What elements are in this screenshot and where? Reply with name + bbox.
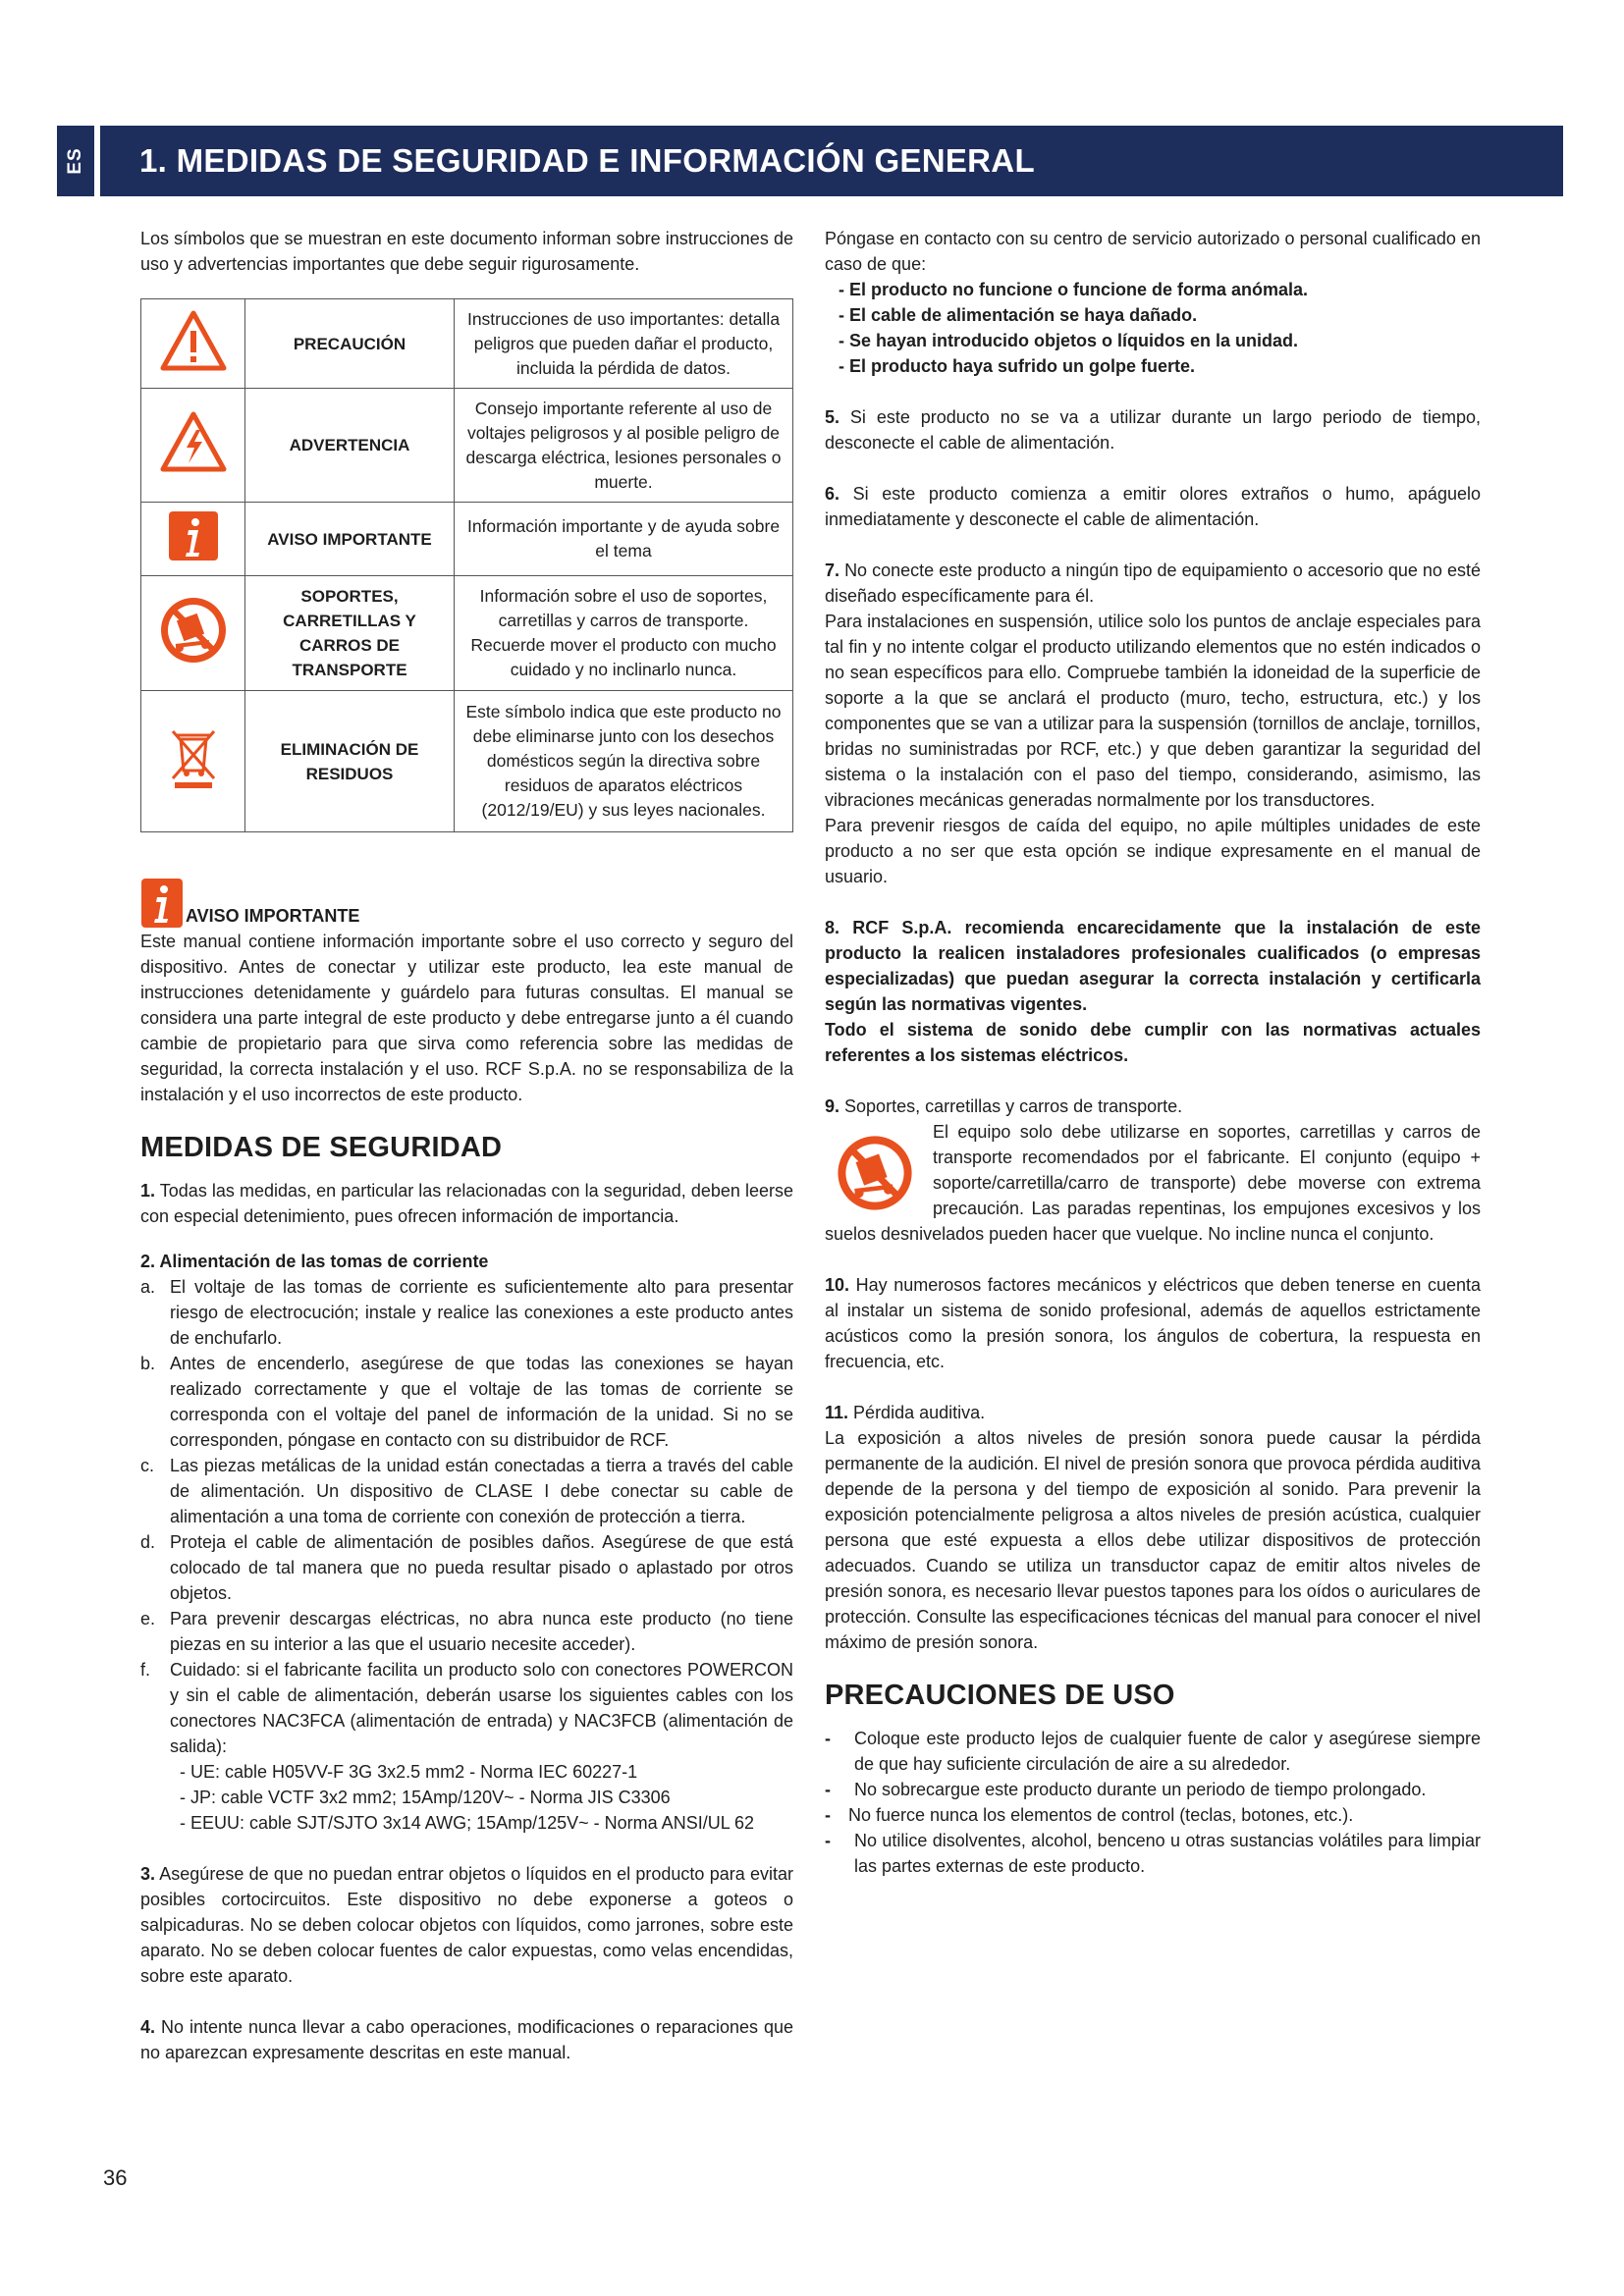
list-item: c. Las piezas metálicas de la unidad están conectadas a tierra a través del cable de alimentación. Un dispositivo de CLASE I debe conectar su cable de alimentación a una toma de corriente con conexión de protección a tierra.	[140, 1456, 793, 1526]
caution-triangle-icon	[159, 309, 228, 372]
symbol-desc: Información sobre el uso de soportes, carretillas y carros de transporte. Recuerde mover el producto con mucho cuidado y no inclinarlo nunca.	[455, 576, 793, 691]
list-item: - No sobrecargue este producto durante un periodo de tiempo prolongado.	[825, 1780, 1427, 1799]
list-item: - Se hayan introducido objetos o líquidos en la unidad.	[839, 331, 1299, 350]
table-row	[141, 389, 793, 503]
safety-item-9-text: El equipo solo debe utilizarse en soportes, carretillas y carros de transporte recomendados por el fabricante. El conjunto (equipo + soporte/carretilla/carro de transporte) debe moverse con extrema precaución. Las paradas repentinas, los empujones excesivos y los suelos desnivelados pueden hacer que vuelque. No incline nunca el conjunto.	[825, 1122, 1481, 1244]
list-item: - JP: cable VCTF 3x2 mm2; 15Amp/120V~ - Norma JIS C3306	[180, 1788, 671, 1807]
safety-item-8: 8. RCF S.p.A. recomienda encarecidamente que la instalación de este producto la realicen instaladores profesionales cualificados (o empresas especializadas) que puedan asegurar la correcta instalación y certificarla según las normativas vigentes.	[825, 918, 1481, 1014]
intro-text: Los símbolos que se muestran en este documento informan sobre instrucciones de uso y advertencias importantes que debe seguir rigurosamente.	[140, 229, 793, 274]
list-item: - No fuerce nunca los elementos de control (teclas, botones, etc.).	[825, 1805, 1354, 1825]
safety-item-5: 5. Si este producto no se va a utilizar durante un largo periodo de tiempo, desconecte el cable de alimentación.	[825, 407, 1481, 453]
list-item: - No utilice disolventes, alcohol, benceno u otras sustancias volátiles para limpiar las partes externas de este producto.	[825, 1831, 1481, 1876]
page-title: 1. MEDIDAS DE SEGURIDAD E INFORMACIÓN GENERAL	[139, 142, 1035, 179]
cable-list	[180, 1759, 793, 1836]
safety-item-11-heading: 11. Pérdida auditiva.	[825, 1403, 986, 1422]
safety-item-7: 7. No conecte este producto a ningún tipo de equipamiento o accesorio que no esté diseñado específicamente para él.	[825, 561, 1481, 606]
electric-warning-icon	[159, 410, 228, 473]
precautions-list	[825, 1726, 1481, 1879]
list-item: - Coloque este producto lejos de cualquier fuente de calor y asegúrese siempre de que hay suficiente circulación de aire a su alrededor.	[825, 1729, 1481, 1774]
info-icon	[140, 878, 184, 929]
aviso-text: Este manual contiene información importante sobre el uso correcto y seguro del dispositivo. Antes de conectar y utilizar este producto, lea este manual de instrucciones detenidamente y guárdelo para futuras consultas. El manual se considera una parte integral de este producto y debe entregarse junto a él cuando cambie de propietario para que sirva como referencia sobre las medidas de seguridad, la correcta instalación y el uso. RCF S.p.A. no se responsabiliza de la instalación y el uso incorrectos de este producto.	[140, 932, 793, 1104]
section-title-bar	[100, 126, 1563, 196]
safety-item-4: 4. No intente nunca llevar a cabo operaciones, modificaciones o reparaciones que no aparezcan expresamente descritas en este manual.	[140, 2017, 793, 2062]
info-icon	[167, 509, 220, 562]
symbol-desc: Instrucciones de uso importantes: detalla peligros que pueden dañar el producto, incluida la pérdida de datos.	[455, 299, 793, 389]
list-item: e. Para prevenir descargas eléctricas, no abra nunca este producto (no tiene piezas en su interior a las que el usuario necesite acceder).	[140, 1609, 793, 1654]
precautions-heading: PRECAUCIONES DE USO	[825, 1680, 1175, 1711]
symbol-label: AVISO IMPORTANTE	[245, 503, 455, 576]
right-column	[825, 226, 1481, 1879]
safety-item-7-stacking: Para prevenir riesgos de caída del equipo, no apile múltiples unidades de este producto a no ser que esta opción se indique expresamente en el manual de usuario.	[825, 816, 1481, 886]
cart-tipping-icon	[158, 595, 229, 666]
symbol-desc: Consejo importante referente al uso de voltajes peligrosos y al posible peligro de descarga eléctrica, lesiones personales o muerte.	[455, 389, 793, 503]
contact-cases	[825, 277, 1481, 379]
power-list	[140, 1274, 793, 1759]
crossed-bin-icon	[167, 725, 220, 790]
list-item: f. Cuidado: si el fabricante facilita un producto solo con conectores POWERCON y sin el cable de alimentación, deberán usarse los siguientes cables con los conectores NAC3FCA (alimentación de entrada) y NAC3FCB (alimentación de salida):	[140, 1660, 793, 1756]
list-item: - UE: cable H05VV-F 3G 3x2.5 mm2 - Norma IEC 60227-1	[180, 1762, 638, 1782]
list-item: - El producto haya sufrido un golpe fuerte.	[839, 356, 1196, 376]
symbol-label: PRECAUCIÓN	[245, 299, 455, 389]
safety-item-11-text: La exposición a altos niveles de presión sonora puede causar la pérdida permanente de la audición. El nivel de presión sonora que provoca pérdida auditiva depende de la persona y del tiempo de exposición al sonido. Para prevenir la exposición potencialmente peligrosa a altos niveles de presión acústica, cualquier persona que esté expuesta a ellos debe utilizar dispositivos de protección adecuados. Cuando se utiliza un transductor capaz de emitir altos niveles de presión sonora, es necesario llevar puestos tapones para los oídos o auriculares de protección. Consulte las especificaciones técnicas del manual para conocer el nivel máximo de presión sonora.	[825, 1428, 1481, 1652]
symbol-label: ADVERTENCIA	[245, 389, 455, 503]
cart-tipping-icon	[835, 1133, 915, 1213]
list-item: a. El voltaje de las tomas de corriente es suficientemente alto para presentar riesgo de electrocución; instale y realice las conexiones a este producto antes de enchufarlo.	[140, 1277, 793, 1348]
safety-item-9: 9. Soportes, carretillas y carros de transporte. El equipo solo debe utilizarse en soportes, carretillas y carros de transporte recomendados por el fabricante. El conjunto (equipo + soporte/carretilla/carro de transporte) debe moverse con extrema precaución. Las paradas repentinas, los empujones excesivos y los suelos desnivelados pueden hacer que vuelque. No incline nunca el conjunto.	[825, 1094, 1481, 1247]
list-item: - El cable de alimentación se haya dañado.	[839, 305, 1198, 325]
symbol-label: SOPORTES, CARRETILLAS Y CARROS DE TRANSPORTE	[245, 576, 455, 691]
safety-item-7-suspension: Para instalaciones en suspensión, utilice solo los puntos de anclaje especiales para tal fin y no intente colgar el producto utilizando elementos que no estén indicados o no sean específicos para ello. Compruebe también la idoneidad de la superficie de soporte a la que se anclará el producto (muro, techo, estructura, etc.) y los componentes que se van a utilizar para la suspensión (tornillos de anclaje, tornillos, bridas no suministradas por RCF, etc.) y que deben garantizar la seguridad del sistema o la instalación con el paso del tiempo, considerando, asimismo, las vibraciones mecánicas generadas normalmente por los transductores.	[825, 612, 1481, 810]
symbols-table	[140, 298, 793, 832]
aviso-importante	[140, 878, 793, 1107]
table-row	[141, 576, 793, 691]
table-row	[141, 299, 793, 389]
list-item: - El producto no funcione o funcione de forma anómala.	[839, 280, 1309, 299]
table-row	[141, 503, 793, 576]
safety-item-3: 3. Asegúrese de que no puedan entrar objetos o líquidos en el producto para evitar posibles cortocircuitos. Este dispositivo no debe exponerse a goteos o salpicaduras. No se deben colocar objetos con líquidos, como jarrones, sobre este aparato. No se deben colocar fuentes de calor expuestas, como velas encendidas, sobre este aparato.	[140, 1864, 793, 1986]
symbol-desc: Información importante y de ayuda sobre el tema	[455, 503, 793, 576]
list-item: d. Proteja el cable de alimentación de posibles daños. Asegúrese de que está colocado de tal manera que no pueda resultar pisado o aplastado por otros objetos.	[140, 1532, 793, 1603]
page-number: 36	[103, 2165, 128, 2190]
left-column	[140, 226, 793, 2065]
aviso-heading: AVISO IMPORTANTE	[186, 906, 360, 926]
symbol-desc: Este símbolo indica que este producto no debe eliminarse junto con los desechos domésticos según la directiva sobre residuos de aparatos eléctricos (2012/19/EU) y sus leyes nacionales.	[455, 691, 793, 832]
table-row	[141, 691, 793, 832]
contact-intro: Póngase en contacto con su centro de servicio autorizado o personal cualificado en caso de que:	[825, 229, 1481, 274]
safety-heading: MEDIDAS DE SEGURIDAD	[140, 1132, 503, 1163]
safety-item-6: 6. Si este producto comienza a emitir olores extraños o humo, apáguelo inmediatamente y desconecte el cable de alimentación.	[825, 484, 1481, 529]
safety-item-8-electrical: Todo el sistema de sonido debe cumplir con las normativas actuales referentes a los sistemas eléctricos.	[825, 1020, 1481, 1065]
list-item: - EEUU: cable SJT/SJTO 3x14 AWG; 15Amp/125V~ - Norma ANSI/UL 62	[180, 1813, 755, 1833]
safety-item-2-heading: 2. Alimentación de las tomas de corriente	[140, 1252, 489, 1271]
safety-item-10: 10. Hay numerosos factores mecánicos y eléctricos que deben tenerse en cuenta al instalar un sistema de sonido profesional, además de aquellos estrictamente acústicos como la presión sonora, los ángulos de cobertura, la respuesta en frecuencia, etc.	[825, 1275, 1481, 1371]
language-tab: ES	[57, 126, 94, 196]
symbol-label: ELIMINACIÓN DE RESIDUOS	[245, 691, 455, 832]
safety-item-1: 1. Todas las medidas, en particular las relacionadas con la seguridad, deben leerse con especial detenimiento, pues ofrecen información de importancia.	[140, 1181, 793, 1226]
list-item: b. Antes de encenderlo, asegúrese de que todas las conexiones se hayan realizado correctamente y que el voltaje de las tomas de corriente se corresponda con el voltaje del panel de información de la unidad. Si no se corresponden, póngase en contacto con su distribuidor de RCF.	[140, 1354, 793, 1450]
